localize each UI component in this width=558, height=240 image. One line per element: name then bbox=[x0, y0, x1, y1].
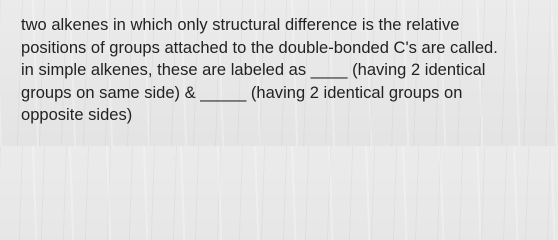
question-text bbox=[21, 14, 551, 127]
question-line-3: in simple alkenes, these are labeled as ____ (having 2 identical bbox=[21, 61, 486, 79]
question-line-1: two alkenes in which only structural difference is the relative bbox=[21, 16, 460, 34]
question-line-5: opposite sides) bbox=[21, 106, 133, 124]
question-line-4: groups on same side) & _____ (having 2 identical groups on bbox=[21, 83, 463, 102]
question-line-2: positions of groups attached to the double-bonded C's are called. bbox=[21, 38, 498, 57]
